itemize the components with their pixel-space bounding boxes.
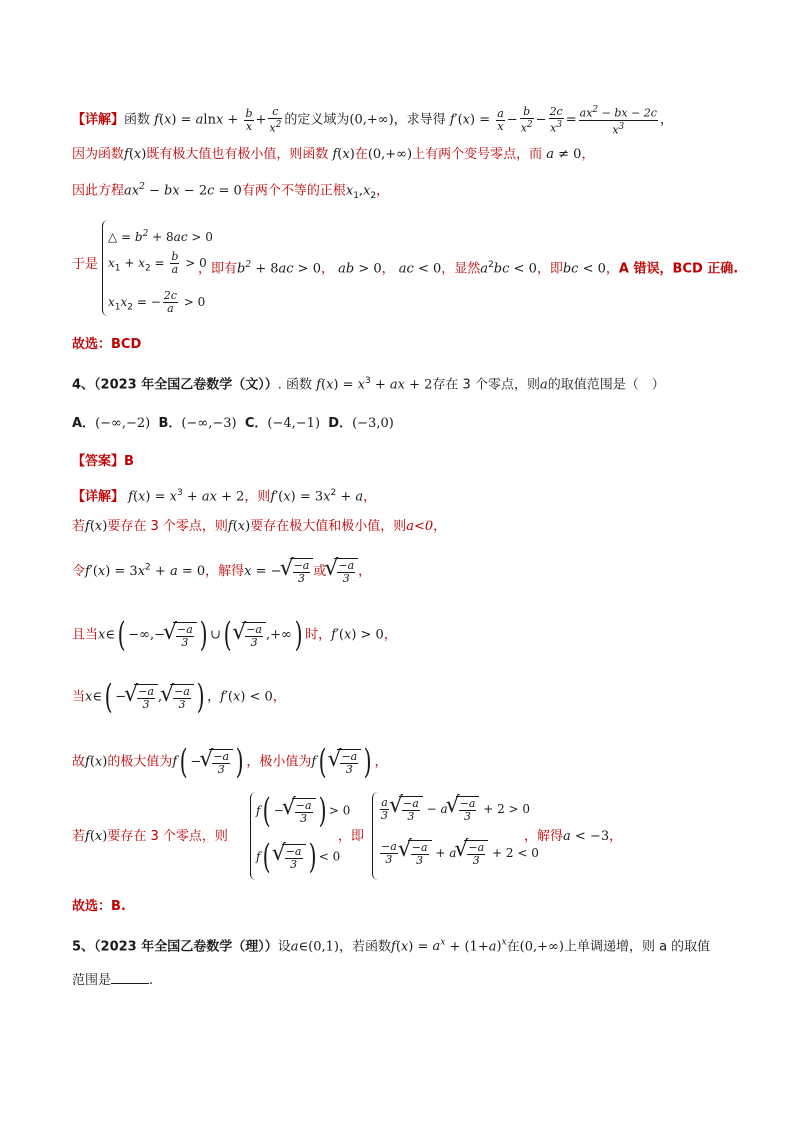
q4-stem: 4、（2023 年全国乙卷数学（文））. 函数 $f(x) = x^3$ + ax + 2存在 3 个零点，则a的取值范围是（ ） [72, 376, 665, 393]
q5-stem-2: 范围是 . [72, 973, 154, 988]
q4-line-6: 故f(x)的极大值为f( − √ $\frac{-a}{3}$ ) ，极小值为f( √ $\frac{-a}{3}$ ) ， [72, 745, 388, 779]
q4-line-5: 当x∈( − √ $\frac{-a}{3}$ , √ $\frac{-a}{3}$ ) ，f′(x) < 0， [72, 680, 286, 714]
document-page: 【详解】函数 f(x) = alnx + $\frac{b}{x}$ + $\frac{c}{x^2}$ 的定义域为(0,+∞)，求导得 f′(x) = $\frac{a}{x}$ − $\frac{b}{x^2}$ − $\frac{2c}{x^3}$ = $\frac{ax^2 - bx - 2c}{x^3}$ ， 因为函数f(x)既有极大值也有极小值，则函数 f(x)在(0,+∞)上有两个变号零点，而 a ≠ 0， 因此方程$ax^2$ − bx − 2c = 0有两个不等的正根$x_1,x_2$， △ = $b^2 + 8ac > 0$ $x_1 + x_2$ = $\frac{b}{a}$ > 0 $x_1x_2$ = − $\frac{2c}{a}$ > 0 于是 ，即有$b^2 + 8ac > 0$， ab > 0， ac < 0，显然$a^2bc < 0$，即bc < 0，A 错误，BCD 正确. 故选：BCD 4、（2023 年全国乙卷数学（文））. 函数 $f(x) = x^3$ + ax + 2存在 3 个零点，则a的取值范围是（ ） A．(−∞,−2) B．(−∞,−3) C．(−4,−1) D．(−3,0) 【答案】B 【详解】 $f(x) = x^3$ + ax + 2，则$f'(x) = 3x^2 + a$， 若f(x)要存在 3 个零点，则f(x)要存在极大值和极小值，则a<0， 令$f'(x) = 3x^2 + a = 0$，解得x = − √ $\frac{-a}{3}$ 或 √ $\frac{-a}{3}$ ， 且当x∈( −∞,− √ $\frac{-a}{3}$ ) ∪( √ $\frac{-a}{3}$ ,+∞) 时，f′(x) > 0， 当x∈( − √ $\frac{-a}{3}$ , √ $\frac{-a}{3}$ ) ，f′(x) < 0， 故f(x)的极大值为f( − √ $\frac{-a}{3}$ ) ，极小值为f( √ $\frac{-a}{3}$ ) ， 若f(x)要存在 3 个零点，则 f( − √ $\frac{-a}{3}$ ) > 0 f( √ $\frac{-a}{3}$ ) < 0 ，即 $\frac{a}{3}$ √ $\frac{-a}{3}$ − a √ $\frac{-a}{3}$ + 2 > 0 $\frac{-a}{3}$ √ $\frac{-a}{3}$ + a √ $\frac{-a}{3}$ + 2 < 0 ，解得a < −3， 故选：B. 5、（2023 年全国乙卷数学（理））设a∈(0,1)，若函数$f(x) = a^x + (1+a)^x$在(0,+∞)上单调递增，则 a 的取值 范围是 . [0, 0, 794, 1123]
q4-answer-tag: 【答案】B [72, 454, 134, 469]
q4-line-3: 令$f'(x) = 3x^2 + a = 0$，解得x = − √ $\frac{-a}{3}$ 或 √ $\frac{-a}{3}$ ， [72, 558, 371, 585]
q4-options: A．(−∞,−2) B．(−∞,−3) C．(−4,−1) D．(−3,0) [72, 416, 394, 431]
p3-line-1: 【详解】函数 f(x) = alnx + $\frac{b}{x}$ + $\frac{c}{x^2}$ 的定义域为(0,+∞)，求导得 f′(x) = $\frac{a}{x}$ − $\frac{b}{x^2}$ − $\frac{2c}{x^3}$ = $\frac{ax^2 - bx - 2c}{x^3}$ ， [72, 104, 673, 137]
q5-stem: 5、（2023 年全国乙卷数学（理））设a∈(0,1)，若函数$f(x) = a^x + (1+a)^x$在(0,+∞)上单调递增，则 a 的取值 [72, 938, 711, 955]
q4-answer: 故选：B. [72, 899, 126, 914]
detail-tag: 【详解】 [72, 112, 125, 128]
option-d[interactable]: (−3,0) [352, 416, 394, 431]
q4-line-2: 若f(x)要存在 3 个零点，则f(x)要存在极大值和极小值，则a<0， [72, 519, 447, 534]
q4-line-4: 且当x∈( −∞,− √ $\frac{-a}{3}$ ) ∪( √ $\frac{-a}{3}$ ,+∞) 时，f′(x) > 0， [72, 618, 397, 652]
q4-line-1: 【详解】 $f(x) = x^3$ + ax + 2，则$f'(x) = 3x^2 + a$， [72, 488, 377, 505]
option-a[interactable]: (−∞,−2) [95, 416, 151, 431]
option-c[interactable]: (−4,−1) [267, 416, 321, 431]
p3-line-4: 于是 [72, 257, 99, 272]
option-b[interactable]: (−∞,−3) [181, 416, 237, 431]
q4-line-7-lead: 若f(x)要存在 3 个零点，则 [72, 829, 228, 844]
answer-blank[interactable] [111, 983, 149, 984]
p3-line-2: 因为函数f(x)既有极大值也有极小值，则函数 f(x)在(0,+∞)上有两个变号零点，而 a ≠ 0， [72, 147, 595, 162]
p3-answer: 故选：BCD [72, 337, 142, 352]
formula: f [154, 112, 159, 128]
p3-line-4-rest: ，即有$b^2 + 8ac > 0$， ab > 0， ac < 0，显然$a^2bc < 0$，即bc < 0，A 错误，BCD 正确. [198, 260, 739, 277]
p3-line-3: 因此方程$ax^2$ − bx − 2c = 0有两个不等的正根$x_1,x_2$， [72, 182, 390, 201]
